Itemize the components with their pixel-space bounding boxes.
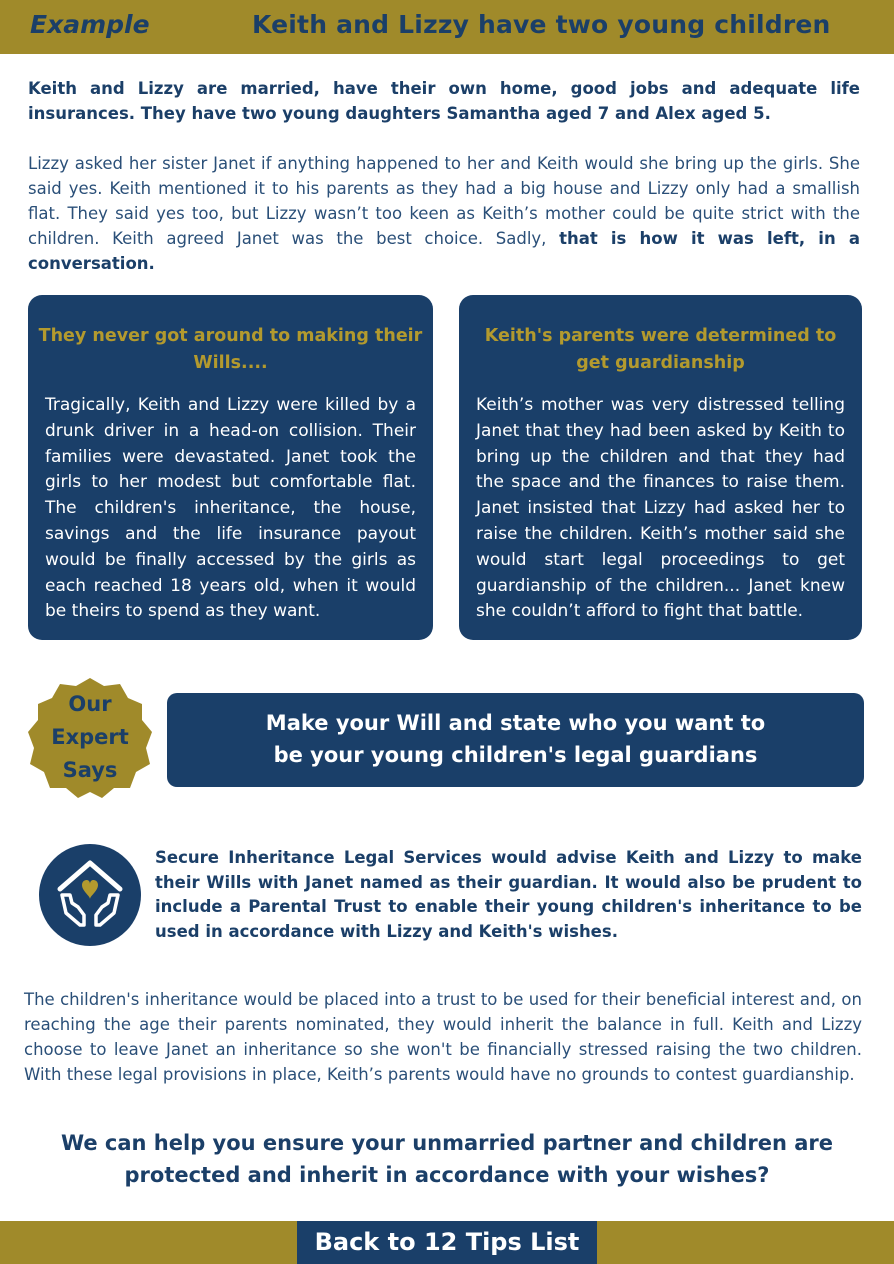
badge-line-expert: Expert: [51, 725, 129, 749]
banner-line-1: Make your Will and state who you want to: [265, 711, 766, 735]
intro-paragraph: Keith and Lizzy are married, have their own home, good jobs and adequate life insurances. They have two young daughters Samantha aged 7 and Alex aged 5.: [28, 79, 860, 123]
call-to-action: [40, 1127, 854, 1191]
story-emphasis: that is how it was left, in a conversation.: [28, 229, 860, 273]
header-bar: [0, 0, 894, 54]
back-to-tips-button[interactable]: Back to 12 Tips List: [297, 1221, 597, 1264]
guardianship-card-title: Keith's parents were determined to get guardianship: [484, 326, 837, 373]
story-paragraph: [28, 151, 860, 276]
expert-badge-text: [24, 688, 156, 787]
wills-card: [28, 295, 433, 640]
wills-card-body: Tragically, Keith and Lizzy were killed by a drunk driver in a head-on collision. Their families were devastated. Janet took the girls to her modest but comfortable flat. The children's inheritance, the house, savings and the life insurance payout would be finally accessed by the girls as each reached 18 years old, when it would be theirs to spend as they want.: [45, 395, 416, 622]
house-heart-hands-icon: [38, 843, 142, 947]
badge-line-our: Our: [68, 692, 112, 716]
story-text: Lizzy asked her sister Janet if anything happened to her and Keith would she bring up the girls. She said yes. Keith mentioned it to his parents as they had a big house and Lizzy only had a smallish flat. They said yes too, but Lizzy wasn’t too keen as Keith’s mother could be quite strict with the children. Keith agreed Janet was the best choice. Sadly,: [28, 154, 860, 248]
example-label: Example: [30, 10, 150, 39]
cta-line-2: protected and inherit in accordance with your wishes?: [124, 1163, 770, 1187]
guardianship-card: [459, 295, 862, 640]
expert-badge: [24, 676, 156, 802]
badge-line-says: Says: [62, 758, 118, 782]
advice-paragraph: Secure Inheritance Legal Services would advise Keith and Lizzy to make their Wills with Janet named as their guardian. It would also be prudent to include a Parental Trust to enable their young children's inheritance to be used in accordance with Lizzy and Keith's wishes.: [155, 848, 862, 942]
closing-paragraph: The children's inheritance would be placed into a trust to be used for their beneficial interest and, on reaching the age their parents nominated, they would inherit the balance in full. Keith and Lizzy choose to leave Janet an inheritance so she won't be financially stressed raising the two children. With these legal provisions in place, Keith’s parents would have no grounds to contest guardianship.: [24, 990, 862, 1084]
expert-banner: [167, 693, 864, 787]
cta-line-1: We can help you ensure your unmarried partner and children are: [60, 1131, 834, 1155]
guardianship-card-body: Keith’s mother was very distressed telling Janet that they had been asked by Keith to bring up the children and that they had the space and the finances to raise them. Janet insisted that Lizzy had asked her to raise the children. Keith’s mother said she would start legal proceedings to get guardianship of the children... Janet knew she couldn’t afford to fight that battle.: [476, 395, 845, 622]
wills-card-title: They never got around to making their Wills....: [38, 326, 423, 373]
page-title: Keith and Lizzy have two young children: [252, 10, 831, 39]
banner-line-2: be your young children's legal guardians: [273, 743, 758, 767]
